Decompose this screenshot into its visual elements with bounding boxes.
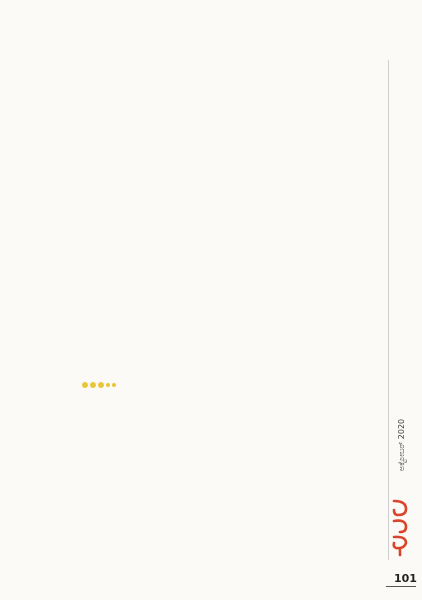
magazine-logo bbox=[388, 497, 412, 557]
divider-dot bbox=[82, 382, 88, 388]
divider-dot bbox=[112, 383, 116, 387]
divider-dot bbox=[98, 382, 104, 388]
issue-date-vertical bbox=[392, 410, 412, 482]
divider-dot bbox=[106, 383, 110, 387]
magazine-logo-mark bbox=[388, 497, 412, 557]
issue-date-label: ಅಕ್ಟೋಬರ್ 2020 bbox=[397, 418, 406, 472]
section-divider-dots bbox=[82, 382, 116, 388]
page-number-underline bbox=[386, 586, 416, 587]
divider-dot bbox=[90, 382, 96, 388]
margin-rule bbox=[388, 60, 389, 560]
page-number: 101 bbox=[394, 572, 417, 585]
